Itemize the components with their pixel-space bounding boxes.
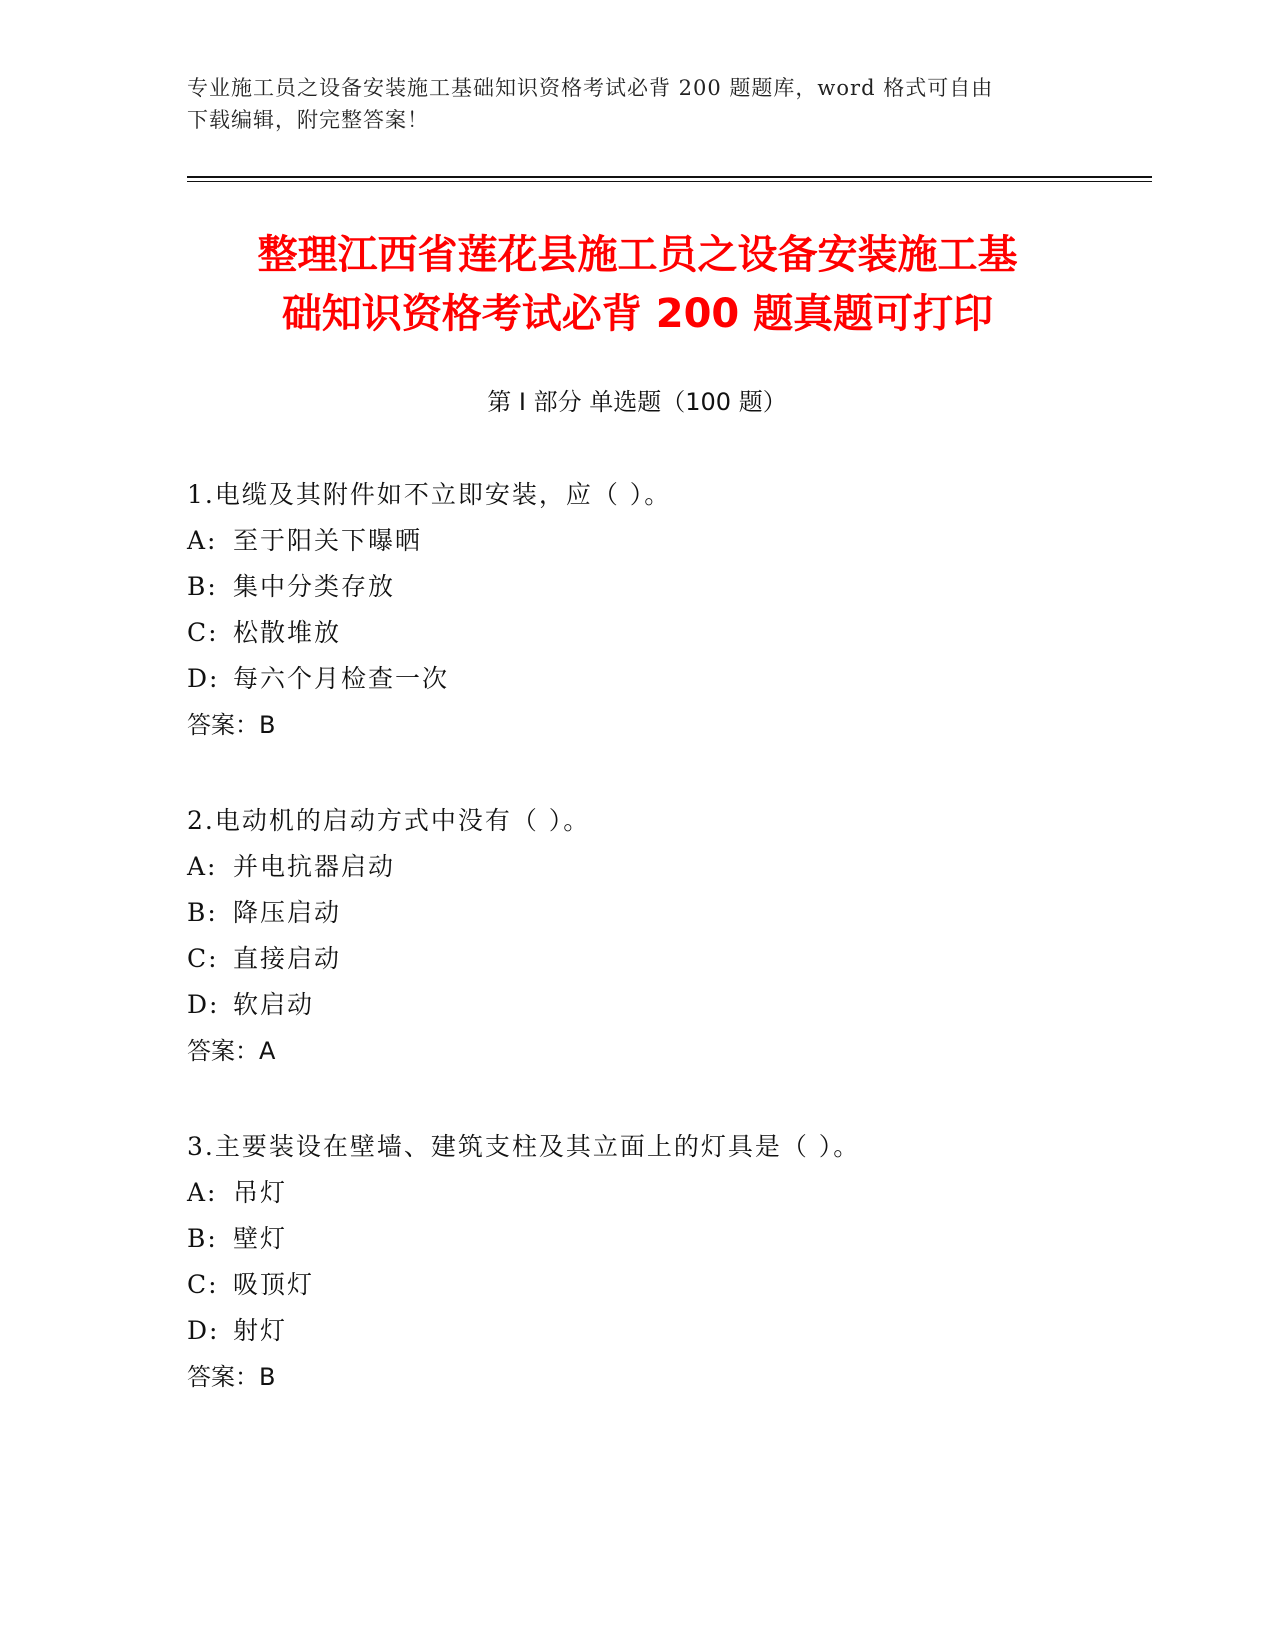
question-stem: 2.电动机的启动方式中没有（ ）。: [187, 806, 591, 835]
option-key: B:: [187, 572, 218, 601]
option-text: 松散堆放: [233, 618, 342, 647]
option-key: B:: [187, 898, 218, 927]
option-c: [187, 610, 1147, 656]
answer-line: 答案：B: [187, 711, 276, 739]
option-text: 并电抗器启动: [233, 852, 396, 881]
option-a: [187, 518, 1147, 564]
option-key: D:: [187, 990, 220, 1019]
option-text: 直接启动: [233, 944, 342, 973]
option-b: [187, 890, 1147, 936]
option-key: C:: [187, 944, 219, 973]
document-title: [160, 226, 1115, 344]
option-text: 吊灯: [233, 1178, 288, 1207]
option-key: D:: [187, 664, 220, 693]
section-heading: 第 I 部分 单选题（100 题）: [487, 388, 787, 416]
option-a: [187, 1170, 1147, 1216]
option-key: D:: [187, 1316, 220, 1345]
option-key: A:: [187, 1178, 218, 1207]
question-stem: 3.主要装设在壁墙、建筑支柱及其立面上的灯具是（ ）。: [187, 1132, 861, 1161]
option-c: [187, 1262, 1147, 1308]
option-text: 至于阳关下曝晒: [233, 526, 423, 555]
option-text: 软启动: [233, 990, 315, 1019]
option-key: C:: [187, 618, 219, 647]
option-key: A:: [187, 526, 218, 555]
option-text: 降压启动: [233, 898, 342, 927]
option-key: B:: [187, 1224, 218, 1253]
header-divider-thin: [187, 181, 1152, 182]
option-d: [187, 656, 1147, 702]
question-block: [187, 472, 1147, 748]
answer-line: 答案：A: [187, 1037, 276, 1065]
header-divider-thick: [187, 176, 1152, 178]
option-text: 射灯: [233, 1316, 288, 1345]
option-a: [187, 844, 1147, 890]
option-text: 吸顶灯: [233, 1270, 315, 1299]
header-note-line-2: 下载编辑，附完整答案！: [187, 108, 429, 132]
option-key: A:: [187, 852, 218, 881]
option-b: [187, 564, 1147, 610]
option-b: [187, 1216, 1147, 1262]
document-title-line-1: 整理江西省莲花县施工员之设备安装施工基: [257, 232, 1018, 278]
question-block: [187, 798, 1147, 1074]
header-note-line-1: 专业施工员之设备安装施工基础知识资格考试必背 200 题题库，word 格式可自由: [187, 76, 994, 100]
question-stem: 1.电缆及其附件如不立即安装，应（ ）。: [187, 480, 672, 509]
option-text: 壁灯: [233, 1224, 288, 1253]
question-block: [187, 1124, 1147, 1400]
option-c: [187, 936, 1147, 982]
answer-line: 答案：B: [187, 1363, 276, 1391]
option-d: [187, 982, 1147, 1028]
option-text: 每六个月检查一次: [233, 664, 450, 693]
option-key: C:: [187, 1270, 219, 1299]
header-note: [187, 72, 1087, 136]
document-title-line-2: 础知识资格考试必背 200 题真题可打印: [281, 291, 994, 337]
option-text: 集中分类存放: [233, 572, 396, 601]
option-d: [187, 1308, 1147, 1354]
